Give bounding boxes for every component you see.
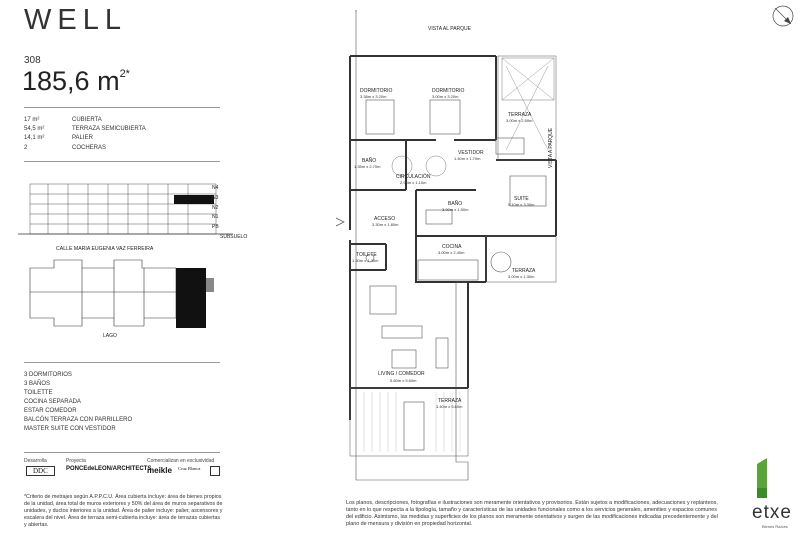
street-label: CALLE MARIA EUGENIA VAZ FERREIRA — [56, 246, 154, 252]
room-label: COCINA — [442, 244, 462, 250]
spec-value: 54,5 m² — [24, 126, 45, 133]
room-label: DORMITORIO — [432, 88, 465, 94]
feature-item: ESTAR COMEDOR — [24, 408, 77, 414]
room-label: BAÑO — [362, 158, 377, 164]
etxe-tagline: Bienes Raíces — [762, 524, 788, 529]
room-label: TERRAZA — [508, 112, 532, 118]
spec-label: CUBIERTA — [72, 117, 102, 123]
room-dim: 1.40m x 1.70m — [454, 156, 481, 161]
partner-logo — [210, 466, 220, 476]
brand-logo: WELL — [24, 4, 127, 36]
spec-label: TERRAZA SEMICUBIERTA — [72, 126, 146, 133]
spec-list — [24, 116, 146, 153]
room-dim: 1.35m x 2.70m — [354, 164, 381, 169]
feature-item: 3 BAÑOS — [24, 381, 51, 387]
level-label: N4 — [212, 185, 219, 191]
spec-value: 17 m² — [24, 117, 40, 123]
credit-proyecta: Proyecta — [66, 458, 86, 464]
room-dim: 1.30m x 1.30m — [352, 258, 379, 263]
feature-item: MASTER SUITE CON VESTIDOR — [24, 426, 116, 432]
room-dim: 3.00m x 2.40m — [438, 250, 465, 255]
room-dim: 3.00m x 3.20m — [432, 94, 459, 99]
divider — [24, 362, 220, 363]
room-dim: 2.95m x 1.10m — [400, 180, 427, 185]
credit-desarrolla: Desarrolla — [24, 458, 47, 464]
cruz-blanca-logo: Cruz Blanca — [178, 466, 201, 471]
level-label: N2 — [212, 205, 219, 211]
meikle-logo: meikle — [147, 466, 172, 475]
level-label: N3 — [212, 195, 219, 201]
feature-item: COCINA SEPARADA — [24, 399, 81, 405]
spec-row — [24, 134, 146, 143]
credit-comercializa: Comercializan en exclusividad — [147, 458, 215, 464]
room-dim: 5.10m x 3.30m — [508, 202, 535, 207]
unit-number: 308 — [24, 55, 41, 66]
divider — [24, 452, 220, 453]
spec-row — [24, 125, 146, 134]
unit-highlight — [174, 195, 214, 204]
ddc-logo: DDC — [26, 466, 55, 476]
room-dim: 3.00m x 1.50m — [442, 207, 469, 212]
room-label: CIRCULACIÓN — [396, 174, 431, 180]
ponce-de-leon-logo: PONCEdeLEON/ARCHITECTS — [66, 466, 152, 472]
feature-item: 3 DORMITORIOS — [24, 372, 72, 378]
etxe-logo: etxe — [752, 502, 792, 523]
floor-plan — [326, 0, 800, 492]
level-label: N1 — [212, 214, 219, 220]
site-plan — [24, 254, 220, 334]
room-label: VESTIDOR — [458, 150, 484, 156]
lake-label: LAGO — [103, 333, 117, 339]
feature-item: BALCÓN TERRAZA CON PARRILLERO — [24, 417, 133, 423]
room-label: LIVING / COMEDOR — [378, 371, 425, 377]
spec-row — [24, 144, 146, 153]
divider — [24, 107, 220, 108]
room-dim: 3.00m x 2.50m — [506, 118, 533, 123]
room-dim: 3.30m x 1.80m — [372, 222, 399, 227]
room-label: TOILETE — [356, 252, 377, 258]
spec-row — [24, 116, 146, 125]
feature-list — [24, 371, 132, 434]
level-label: SUBSUELO — [220, 234, 248, 240]
room-label: ACCESO — [374, 216, 396, 222]
spec-value: 14,1 m² — [24, 135, 45, 142]
footnote-disclaimer: Los planos, descripciones, fotografías e ilustraciones son meramente orientativos y provisorios. Están sujetos a modificaciones, adecuaciones y replanteos, tanto en lo que respecta a la tipología, tamaño y características de las unidades funcionales como a los servicios generales, amenities y espacios comunes del edificio. Asimismo, las medidas y superficies de los planos son meramente orientativos y surgen de las modificaciones indicadas precedentemente y del plano de mensura y división en propiedad horizontal. — [346, 500, 718, 527]
plan-label-vista-parque: VISTA AL PARQUE — [428, 26, 471, 32]
room-dim: 3.38m x 3.20m — [360, 94, 387, 99]
footnote-area-criteria: *Criterio de metrajes según A.P.P.C.U. Área cubierta incluye: área de bienes propios de la unidad, área total de muros exteriores y 50% del área de muros separativos de unidades, y ductos interiores a la unidad. Área de palier incluye: palier, ascensores y escalera del nivel. Área de terraza semi-cubierta incluye: área de terrazas cubiertas y abiertas. — [24, 494, 223, 528]
plan-label-vista-parque-side: VISTA A PARQUE — [548, 127, 554, 168]
room-dim: 3.00m x 1.30m — [508, 274, 535, 279]
divider — [24, 161, 220, 162]
etxe-logo-icon — [755, 458, 769, 498]
room-label: BAÑO — [448, 201, 463, 207]
room-dim: 3.40m x 5.60m — [436, 404, 463, 409]
unit-highlight — [176, 268, 206, 328]
north-arrow-icon — [771, 4, 795, 28]
unit-area — [22, 66, 130, 97]
feature-item: TOILETTE — [24, 390, 53, 396]
room-label: DORMITORIO — [360, 88, 393, 94]
room-label: TERRAZA — [438, 398, 462, 404]
spec-value: 2 — [24, 144, 28, 151]
level-label: PB — [212, 224, 219, 230]
spec-label: PALIER — [72, 135, 93, 142]
room-label: TERRAZA — [512, 268, 536, 274]
spec-label: COCHERAS — [72, 144, 107, 151]
room-label: SUITE — [514, 196, 529, 202]
area-value: 185,6 m — [22, 66, 120, 96]
area-superscript: 2* — [119, 68, 130, 80]
room-dim: 5.60m x 5.60m — [390, 378, 417, 383]
